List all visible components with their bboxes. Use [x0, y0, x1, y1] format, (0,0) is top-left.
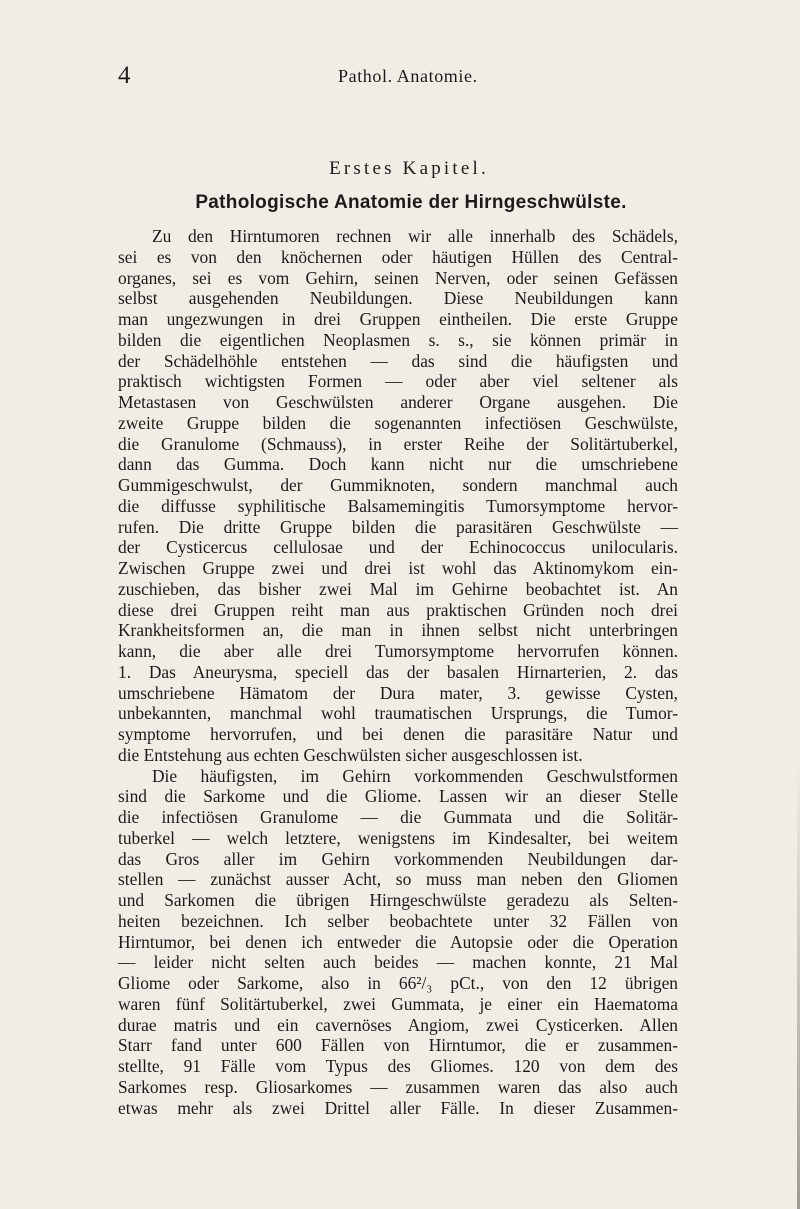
text-line: zuschieben, das bisher zwei Mal im Gehirne beobachtet ist. An — [118, 578, 678, 599]
text-line: Gliome oder Sarkome, also in 66²/₃ pCt., von den 12 übrigen — [118, 973, 678, 993]
text-line: Zu den Hirntumoren rechnen wir alle innerhalb des Schädels, — [152, 226, 678, 246]
text-line: symptome hervorrufen, und bei denen die parasitäre Natur und — [118, 724, 678, 744]
text-line: der Schädelhöhle entstehen — das sind die häufigsten und — [118, 350, 678, 371]
text-line: stellte, 91 Fälle vom Typus des Gliomes. 120 von dem des — [118, 1056, 678, 1076]
body-text — [118, 226, 678, 1118]
text-line: zweite Gruppe bilden die sogenannten infectiösen Geschwülste, — [118, 412, 678, 433]
text-line: Metastasen von Geschwülsten anderer Organe ausgehen. Die — [118, 392, 678, 412]
text-line: das Gros aller im Gehirn vorkommenden Neubildungen dar- — [118, 848, 678, 869]
text-line: die diffusse syphilitische Balsamemingitis Tumorsymptome hervor- — [118, 495, 678, 516]
text-line: die Entstehung aus echten Geschwülsten sicher ausgeschlossen ist. — [118, 744, 583, 765]
chapter-title: Pathologische Anatomie der Hirngeschwülste. — [195, 192, 627, 213]
text-line: unbekannten, manchmal wohl traumatischen Ursprungs, die Tumor- — [118, 703, 678, 724]
text-line: — leider nicht selten auch beides — machen konnte, 21 Mal — [118, 952, 678, 973]
chapter-heading: Erstes Kapitel. — [329, 158, 489, 179]
text-line: dann das Gumma. Doch kann nicht nur die umschriebene — [118, 454, 678, 475]
text-line: Zwischen Gruppe zwei und drei ist wohl das Aktinomykom ein- — [118, 558, 678, 578]
text-line: heiten bezeichnen. Ich selber beobachtete unter 32 Fällen von — [118, 910, 678, 931]
text-line: Krankheitsformen an, die man in ihnen selbst nicht unterbringen — [118, 620, 678, 641]
text-line: die infectiösen Granulome — die Gummata und die Solitär- — [118, 807, 678, 827]
text-line: Hirntumor, bei denen ich entweder die Autopsie oder die Operation — [118, 931, 678, 952]
text-line: durae matris und ein cavernöses Angiom, zwei Cysticerken. Allen — [118, 1014, 678, 1035]
text-line: kann, die aber alle drei Tumorsymptome hervorrufen können. — [118, 641, 678, 661]
text-line: Die häufigsten, im Gehirn vorkommenden Geschwulstformen — [152, 765, 678, 786]
text-line: stellen — zunächst ausser Acht, so muss man neben den Gliomen — [118, 869, 678, 890]
text-line: die Granulome (Schmauss), in erster Reihe der Solitärtuberkel, — [118, 433, 678, 454]
text-line: rufen. Die dritte Gruppe bilden die parasitären Geschwülste — — [118, 516, 678, 537]
text-line: tuberkel — welch letztere, wenigstens im Kindesalter, bei weitem — [118, 827, 678, 848]
text-line: praktisch wichtigsten Formen — oder aber viel seltener als — [118, 371, 678, 392]
text-line: Sarkomes resp. Gliosarkomes — zusammen waren das also auch — [118, 1076, 678, 1097]
running-head: Pathol. Anatomie. — [338, 66, 478, 86]
text-line: bilden die eigentlichen Neoplasmen s. s., sie können primär in — [118, 329, 678, 350]
text-line: diese drei Gruppen reiht man aus praktischen Gründen noch drei — [118, 599, 678, 620]
text-line: selbst ausgehenden Neubildungen. Diese Neubildungen kann — [118, 288, 678, 309]
text-line: umschriebene Hämatom der Dura mater, 3. gewisse Cysten, — [118, 682, 678, 703]
page-number: 4 — [118, 62, 131, 89]
text-line: Gummigeschwulst, der Gummiknoten, sondern manchmal auch — [118, 475, 678, 495]
text-line: und Sarkomen die übrigen Hirngeschwülste geradezu als Selten- — [118, 890, 678, 910]
text-line: waren fünf Solitärtuberkel, zwei Gummata, je einer ein Haematoma — [118, 993, 678, 1014]
text-line: organes, sei es vom Gehirn, seinen Nerven, oder seinen Gefässen — [118, 267, 678, 288]
text-line: Starr fand unter 600 Fällen von Hirntumor, die er zusammen- — [118, 1035, 678, 1056]
text-line: man ungezwungen in drei Gruppen eintheilen. Die erste Gruppe — [118, 309, 678, 329]
text-line: etwas mehr als zwei Drittel aller Fälle. In dieser Zusammen- — [118, 1097, 678, 1118]
text-line: sind die Sarkome und die Gliome. Lassen wir an dieser Stelle — [118, 786, 678, 807]
text-line: sei es von den knöchernen oder häutigen Hüllen des Central- — [118, 246, 678, 267]
text-line: 1. Das Aneurysma, speciell das der basalen Hirnarterien, 2. das — [118, 661, 678, 682]
text-line: der Cysticercus cellulosae und der Echinococcus unilocularis. — [118, 537, 678, 558]
page-header — [0, 61, 800, 91]
